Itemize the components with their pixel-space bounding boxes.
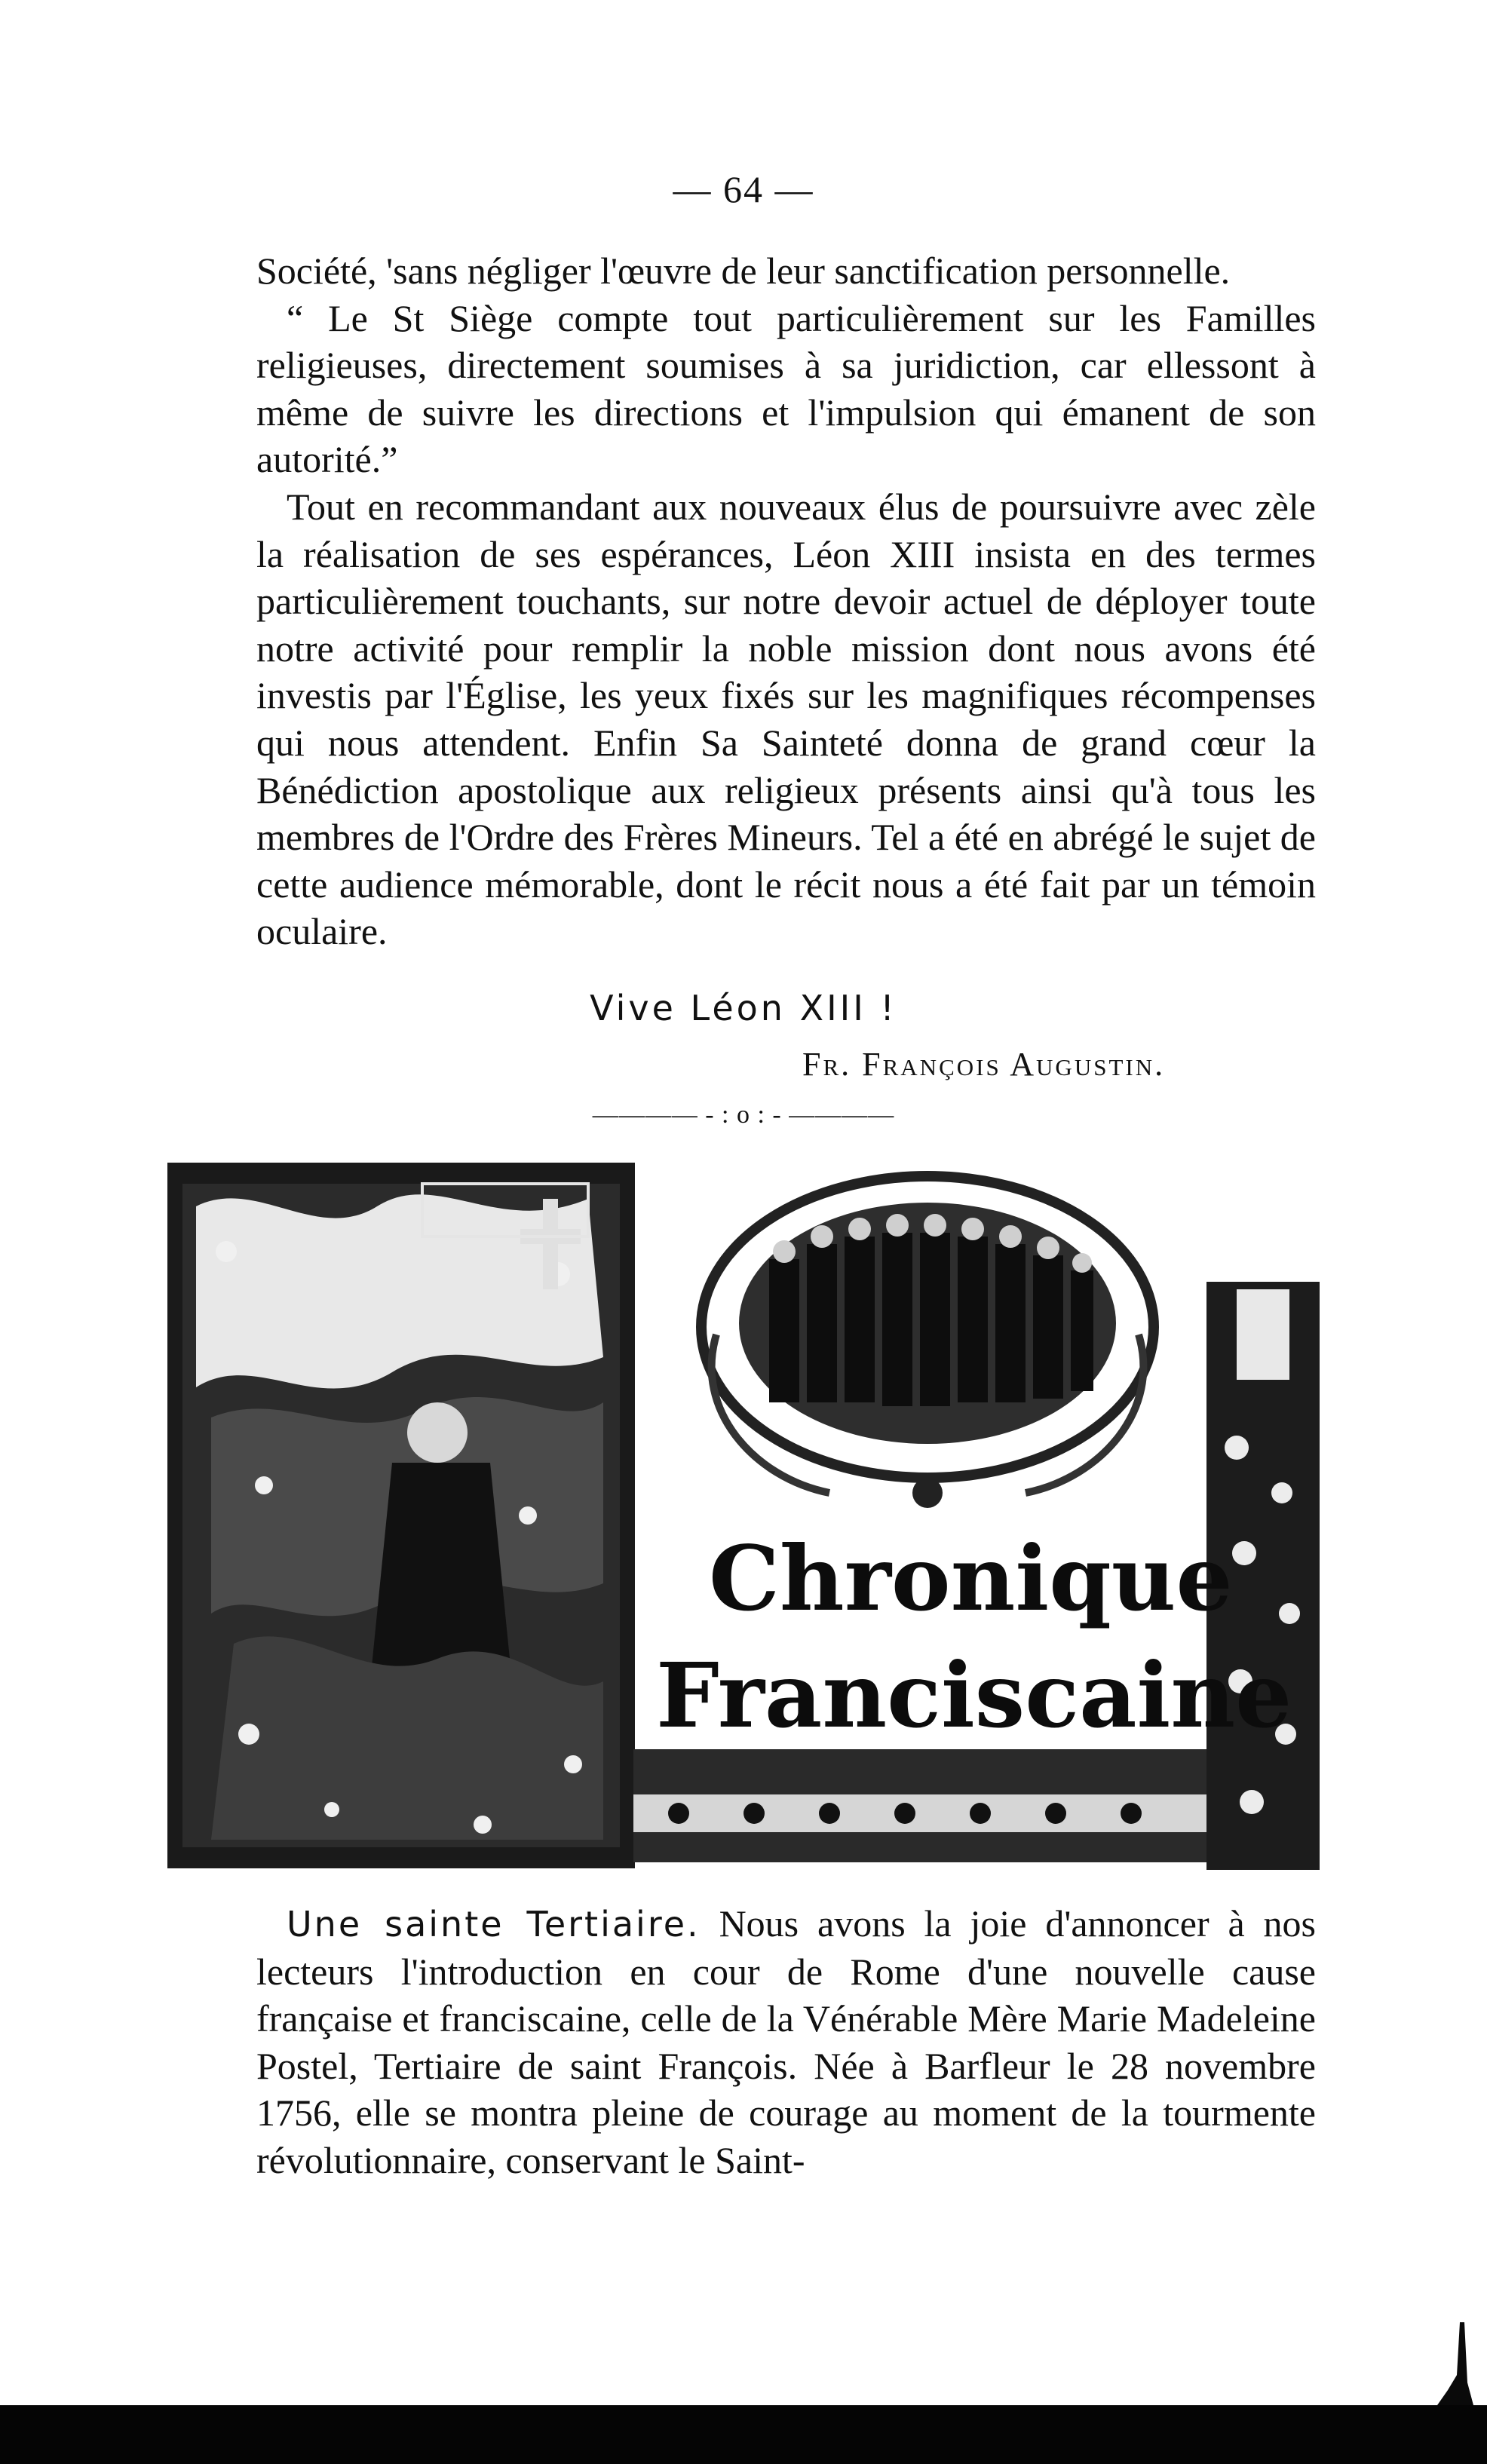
- article-paragraph: Société, 'sans négliger l'œuvre de leur sanctification personnelle.: [256, 250, 1231, 292]
- author-signature: Fr. François Augustin.: [802, 1046, 1166, 1083]
- section-separator: ———— - : o : - ————: [592, 1101, 895, 1129]
- article-paragraph: “ Le St Siège compte tout particulièrement sur les Familles religieuses, directement soumises à sa juridiction, car ellessont à même de suivre les directions et l'impulsion qui émanent de son autorité.”: [256, 296, 1316, 481]
- page-number: — 64 —: [673, 168, 814, 210]
- chronique-lead: Une sainte Tertiaire.: [287, 1904, 701, 1945]
- vignette-title: [656, 1526, 1292, 1748]
- left-illustration: [167, 1163, 635, 1868]
- article-text: [256, 247, 1316, 955]
- chronique-text: [256, 1900, 1316, 2184]
- friars-oval-scene: [701, 1176, 1154, 1508]
- article-paragraph: Tout en recommandant aux nouveaux élus de poursuivre avec zèle la réalisation de ses espérances, Léon XIII insista en des termes particulièrement touchants, sur notre devoir actuel de déployer toute notre activité pour remplir la noble mission dont nous avons été investis par l'Église, les yeux fixés sur les magnifiques récompenses qui nous attendent. Enfin Sa Sainteté donna de grand cœur la Bénédiction apostolique aux religieux présents ainsi qu'à tous les membres de l'Ordre des Frères Mineurs. Tel a été en abrégé le sujet de cette audience mémorable, dont le récit nous a été fait par un témoin oculaire.: [256, 485, 1316, 953]
- bottom-ornamental-border: [633, 1749, 1206, 1862]
- acclamation: Vive Léon XIII !: [590, 988, 897, 1028]
- scan-edge-bar: [0, 2405, 1487, 2464]
- vignette-title-line2: Franciscaine: [656, 1643, 1292, 1748]
- vignette-title-line1: Chronique: [709, 1526, 1233, 1631]
- chronique-body: Nous avons la joie d'annoncer à nos lecteurs l'introduction en cour de Rome d'une nouvelle cause française et franciscaine, celle de la Vénérable Mère Marie Madeleine Postel, Tertiaire de saint François. Née à Barfleur le 28 novembre 1756, elle se montra pleine de courage au moment de la tourmente révolutionnaire, conservant le Saint-: [256, 1902, 1317, 2181]
- chronique-franciscaine-vignette: [166, 1161, 1327, 1870]
- ink-smudge: [1437, 2322, 1473, 2405]
- chronique-paragraph: [256, 1900, 1316, 2184]
